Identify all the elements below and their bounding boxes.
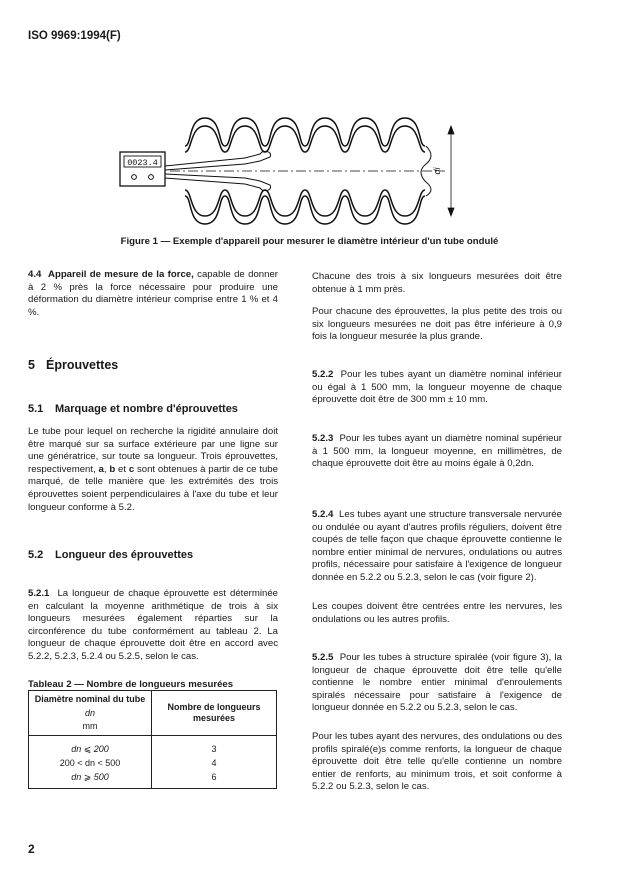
table-cell-range: 200 < dn < 500	[29, 756, 152, 770]
gauge-upper-jaw	[245, 151, 271, 164]
table-2-title: Tableau 2 — Nombre de longueurs mesurées	[28, 679, 234, 690]
clause-5-2-1	[28, 588, 278, 664]
clause-text: Les tubes ayant une structure transversale nervurée ou ondulée ou ayant d'autres profils réguliers, doivent être coupés de telle façon que chaque éprouvette contienne le nombre entier minimal de nervures, ondulations ou autres profils, nécessaire pour satisfaire à l'exigence de longueur donnée en 5.2.2 ou 5.2.3, selon le cas (voir figure 2).	[312, 509, 562, 583]
figure-1-diagram	[110, 108, 470, 233]
dimension-label-di: di	[432, 167, 442, 175]
table-row	[29, 756, 277, 770]
clause-text: Pour les tubes ayant un diamètre nominal supérieur à 1 500 mm, la longueur moyenne, en millimètres, de chaque éprouvette doit être au moins égale à 0,2dn.	[312, 433, 562, 470]
section-number: 5.2	[28, 549, 44, 561]
section-number: 5	[28, 358, 35, 372]
table-row	[29, 770, 277, 789]
tube-lower-profile	[185, 196, 425, 224]
caliper-display-value: 0023.4	[127, 158, 158, 168]
clause-4-4-text: capable de donner à 2 % près la force nécessaire pour produire une déformation du diamètre intérieur comprise entre 1 % et 4 %.	[28, 269, 278, 318]
text-run: et	[118, 463, 127, 475]
clause-4-4-title: Appareil de mesure de la force,	[48, 269, 194, 280]
table-cell-count: 3	[152, 735, 277, 756]
clause-number: 4.4	[28, 269, 42, 280]
header-symbol: dn	[84, 707, 95, 718]
standard-identifier: ISO 9969:1994(F)	[28, 30, 121, 42]
tube-upper-profile	[185, 118, 425, 146]
table-header-count: Nombre de longueurs mesurées	[152, 691, 277, 736]
clause-5-2-5	[312, 652, 562, 715]
clause-number: 5.2.1	[28, 588, 50, 599]
clause-text: La longueur de chaque éprouvette est déterminée en calculant la moyenne arithmétique de trois à six longueurs mesurées également réparties sur la circonférence du tube conformément au tableau 2. La longueur de chaque éprouvette doit être en accord avec 5.2.2, 5.2.3, 5.2.4 ou 5.2.5, selon le cas.	[28, 588, 278, 662]
section-5-1-text	[28, 426, 278, 514]
section-number: 5.1	[28, 403, 44, 415]
specimen-c: c	[128, 463, 135, 475]
paragraph-measure-precision: Chacune des trois à six longueurs mesurées doit être obtenue à 1 mm près.	[312, 271, 562, 295]
corrugated-tube-drawing	[110, 108, 470, 233]
section-5-1-heading	[28, 403, 278, 415]
clause-text: Pour les tubes à structure spiralée (voir figure 3), la longueur de chaque éprouvette doit être telle qu'elle contienne le nombre entier minimal d'enroulements spiralés nécessaire pour satisfaire à l'exigence de longueur donnée en 5.2.2 ou 5.2.3, selon le cas.	[312, 652, 562, 714]
table-header-diameter	[29, 691, 152, 736]
page-number: 2	[28, 842, 35, 856]
paragraph-cuts-centered: Les coupes doivent être centrées entre les nervures, les ondulations ou les autres profils.	[312, 601, 562, 625]
clause-5-2-4	[312, 509, 562, 585]
header-unit: mm	[82, 721, 98, 731]
gauge-lower-jaw	[245, 178, 271, 191]
table-cell-count: 4	[152, 756, 277, 770]
table-row	[29, 735, 277, 756]
clause-number: 5.2.2	[312, 369, 334, 380]
clause-number: 5.2.4	[312, 509, 334, 520]
header-label: Diamètre nominal du tube	[34, 694, 146, 704]
section-title: Éprouvettes	[46, 358, 119, 372]
section-5-2-heading	[28, 549, 278, 561]
clause-5-2-2	[312, 369, 562, 407]
text-run: sont obtenues à partir de ce tube marqué, de telle manière que les extrémités des trois éprouvettes soient perpendiculaires à l'axe du tube et leur longueur conforme à 5.2.	[28, 463, 278, 513]
specimen-a: a	[98, 463, 104, 475]
section-title: Longueur des éprouvettes	[55, 549, 194, 561]
text-run: Le tube pour lequel on recherche la rigidité annulaire doit être marqué sur sa surface extérieure par une ligne sur une génératrice, sur toute sa longueur. Trois éprouvettes, respectivement,	[28, 426, 278, 475]
section-5-heading	[28, 358, 278, 372]
table-cell-count: 6	[152, 770, 277, 789]
figure-1-caption: Figure 1 — Exemple d'appareil pour mesurer le diamètre intérieur d'un tube ondulé	[120, 236, 499, 247]
clause-text: Pour les tubes ayant un diamètre nominal inférieur ou égal à 1 500 mm, la longueur moyenne de chaque éprouvette doit être de 300 mm ± 10 mm.	[312, 369, 562, 406]
clause-4-4	[28, 269, 278, 319]
clause-number: 5.2.5	[312, 652, 334, 663]
table-cell-range: dn ⩽ 200	[29, 735, 152, 756]
paragraph-length-ratio: Pour chacune des éprouvettes, la plus petite des trois ou six longueurs mesurées ne doit pas être inférieure à 0,9 fois la longueur mesurée la plus grande.	[312, 306, 562, 343]
clause-5-2-3	[312, 433, 562, 471]
text-run: ,	[103, 463, 107, 475]
table-2	[28, 690, 277, 789]
specimen-b: b	[109, 463, 116, 475]
section-title: Marquage et nombre d'éprouvettes	[55, 403, 238, 415]
paragraph-reinforcements: Pour les tubes ayant des nervures, des ondulations ou des profils spiralé(e)s comme renforts, la longueur de chaque éprouvette doit être telle qu'elle contienne un nombre entier de renforts, au minimum trois, et soit conforme à 5.2.2 ou 5.2.3, selon le cas.	[312, 731, 562, 793]
table-cell-range: dn ⩾ 500	[29, 770, 152, 789]
clause-number: 5.2.3	[312, 433, 334, 444]
